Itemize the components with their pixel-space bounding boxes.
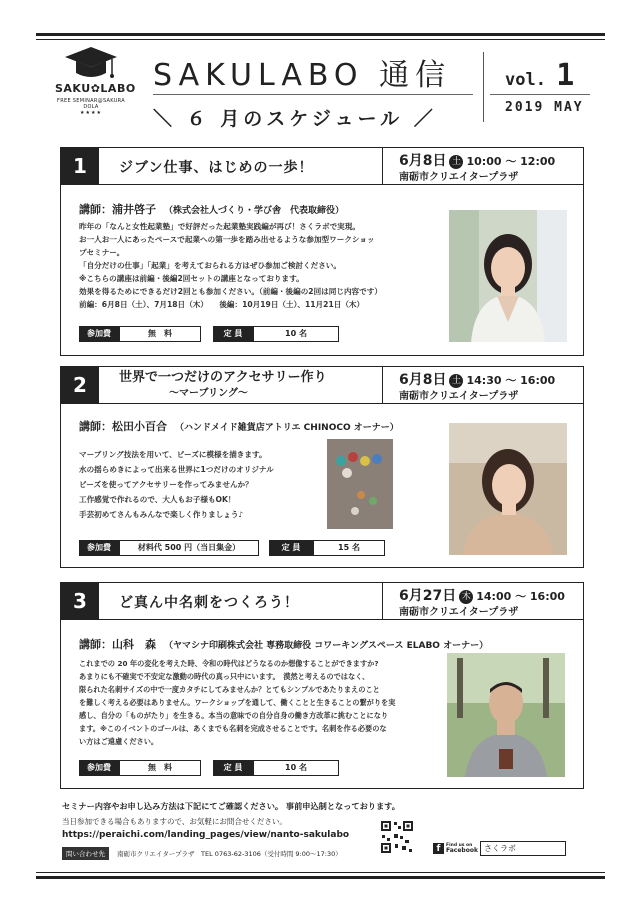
- lecturer-photo: [449, 210, 567, 342]
- logo-text: SAKU✿LABO: [55, 82, 136, 95]
- session-datetime: [399, 369, 555, 389]
- session-title: [119, 370, 327, 402]
- facebook-find-us: Find us on: [446, 843, 473, 848]
- bottom-rule: [36, 876, 605, 879]
- fee-value: 無 料: [119, 326, 201, 342]
- weekday-badge: 土: [449, 155, 463, 169]
- contact-info: [62, 847, 342, 860]
- lecturer-photo: [449, 423, 567, 555]
- session-when: [382, 583, 583, 619]
- session-number: 2: [61, 367, 99, 403]
- capacity-label: 定 員: [213, 326, 253, 342]
- session-card-3: [60, 582, 584, 789]
- session-time: 14:30 ～ 16:00: [466, 374, 556, 387]
- capacity-value: 10 名: [253, 326, 339, 342]
- session-number: 1: [61, 148, 99, 184]
- date-line: [490, 94, 590, 95]
- header-divider: [483, 52, 484, 122]
- lecturer: [79, 418, 399, 434]
- session-title: ジブン仕事、はじめの一歩！: [119, 160, 314, 176]
- volume-number: 1: [556, 58, 575, 93]
- top-rule-thin: [36, 39, 605, 40]
- lecturer: [79, 636, 488, 652]
- session-title-sub: ～マーブリング～: [169, 388, 248, 399]
- volume-prefix: vol.: [505, 70, 546, 90]
- footer-note: 当日参加できる場合もありますので、お気軽にお問合せください。: [62, 817, 287, 826]
- contact-tag: 問い合わせ先: [62, 847, 109, 860]
- session-header: [61, 583, 583, 620]
- session-description: 昨年の「なんと女性起業塾」で好評だった起業塾実践編が再び！さくラボで実現。 お一人お一人にあったペースで起業への第一歩を踏み出せるような参加型ワークショッ プセミナー。 「自分だけの仕事」「起業」を考えておられる方はぜひ参加ご検討ください。 ※こちらの講座は前編・後編2回セットの講座となっております。 効果を得るためにできるだけ2回とも参加ください。（前編・後編の2回は同じ内容です） 前編：6月8日（土）、7月18日（木） 後編：10月19日（土）、11月21日（木）: [79, 222, 382, 309]
- graduation-cap-icon: [64, 45, 118, 81]
- session-number: 3: [61, 583, 99, 619]
- session-date: 6月27日: [399, 588, 457, 604]
- session-venue: 南砺市クリエイタープラザ: [399, 391, 519, 402]
- weekday-badge: 木: [459, 590, 473, 604]
- session-time: 14:00 ～ 16:00: [476, 590, 565, 603]
- session-datetime: [399, 585, 565, 605]
- header-line: [153, 94, 473, 95]
- schedule-subtitle: ＼ ６ 月のスケジュール ／: [153, 108, 437, 130]
- session-header: [61, 148, 583, 185]
- session-card-2: [60, 366, 584, 568]
- top-rule: [36, 33, 605, 36]
- session-datetime: [399, 150, 555, 170]
- footer-url[interactable]: https://peraichi.com/landing_pages/view/nanto-sakulabo: [62, 830, 350, 840]
- fee-value: 材料代 500 円（当日集金）: [119, 540, 259, 556]
- capacity-label: 定 員: [269, 540, 313, 556]
- session-when: [382, 367, 583, 403]
- lecturer-name: 講師：山科 森: [79, 638, 156, 651]
- lecturer-org: （ハンドメイド雑貨店アトリエ CHINOCO オーナー）: [175, 423, 399, 433]
- session-card-1: [60, 147, 584, 356]
- lecturer-org: （ヤマシナ印刷株式会社 専務取締役 コワーキングスペース ELABO オーナー）: [164, 641, 489, 651]
- facebook-word: Facebook: [446, 847, 478, 854]
- session-title: ど真ん中名刺をつくろう！: [119, 595, 299, 611]
- lecturer-photo: [447, 653, 565, 777]
- marbled-beads-photo: [327, 439, 393, 529]
- fee-label: 参加費: [79, 760, 119, 776]
- session-description: マーブリング技法を用いて、ビーズに模様を描きます。 水の揺らめきによって出来る世界に1つだけのオリジナル ビーズを使ってアクセサリーを作ってみませんか？ 工作感覚で作れるので、大人もお子様もOK！ 手芸初めてさんもみんなで楽しく作りましょう♪: [79, 450, 274, 519]
- facebook-icon: f: [433, 843, 444, 854]
- capacity-label: 定 員: [213, 760, 253, 776]
- lecturer-name: 講師：浦井啓子: [79, 203, 156, 216]
- session-venue: 南砺市クリエイタープラザ: [399, 172, 519, 183]
- newsletter-title: SAKULABO 通信: [153, 58, 452, 93]
- session-when: [382, 148, 583, 184]
- contact-text: 南砺市クリエイタープラザ TEL 0763-62-3106（受付時間 9:00～17:30）: [117, 850, 342, 858]
- issue-date: 2019 MAY: [505, 100, 584, 115]
- lecturer-name: 講師：松田小百合: [79, 420, 167, 433]
- logo-stars: ★★★★: [80, 110, 102, 116]
- sakulabo-logo: [55, 45, 136, 120]
- session-time: 10:00 ～ 12:00: [466, 155, 556, 168]
- lecturer-org: （株式会社人づくり・学び舎 代表取締役）: [164, 206, 345, 216]
- fee-value: 無 料: [119, 760, 201, 776]
- fee-label: 参加費: [79, 326, 119, 342]
- session-date: 6月8日: [399, 153, 447, 169]
- facebook-link[interactable]: [433, 838, 566, 857]
- session-header: [61, 367, 583, 404]
- volume-label: [505, 58, 574, 93]
- bottom-rule-thin: [36, 872, 605, 873]
- footer-notice: セミナー内容やお申し込み方法は下記にてご確認ください。 事前申込制となっております。: [62, 801, 400, 811]
- session-title-main: 世界で一つだけのアクセサリー作り: [119, 370, 327, 385]
- session-description: これまでの 20 年の変化を考えた時、令和の時代はどうなるのか想像することができますか? あまりにも不確実で不安定な激動の時代の真っ只中にいます。 漠然と考えるのではなく、 限られた名刺サイズの中で一度カタチにしてみませんか？とてもシンプルであたりまえのこと を難しく考える必要はありません。ワークショップを通して、働くことと生きることの繋がりを実 感し、自分の「ものがたり」を生きる。本当の意味での自分自身の働き方改革に挑むことになり ます。※このイベントのゴールは、あくまでも名刺を完成させることです。名刺を作る必要のな い方はご遠慮ください。: [79, 659, 396, 746]
- session-venue: 南砺市クリエイタープラザ: [399, 607, 519, 618]
- lecturer: [79, 201, 344, 217]
- session-date: 6月8日: [399, 372, 447, 388]
- qr-code-icon[interactable]: [380, 820, 414, 854]
- weekday-badge: 土: [449, 374, 463, 388]
- facebook-label: [446, 843, 478, 854]
- capacity-value: 15 名: [313, 540, 385, 556]
- facebook-page-name: さくラボ: [480, 841, 566, 856]
- capacity-value: 10 名: [253, 760, 339, 776]
- logo-sub: FREE SEMINAR@SAKURA DOLA: [57, 98, 125, 110]
- fee-label: 参加費: [79, 540, 119, 556]
